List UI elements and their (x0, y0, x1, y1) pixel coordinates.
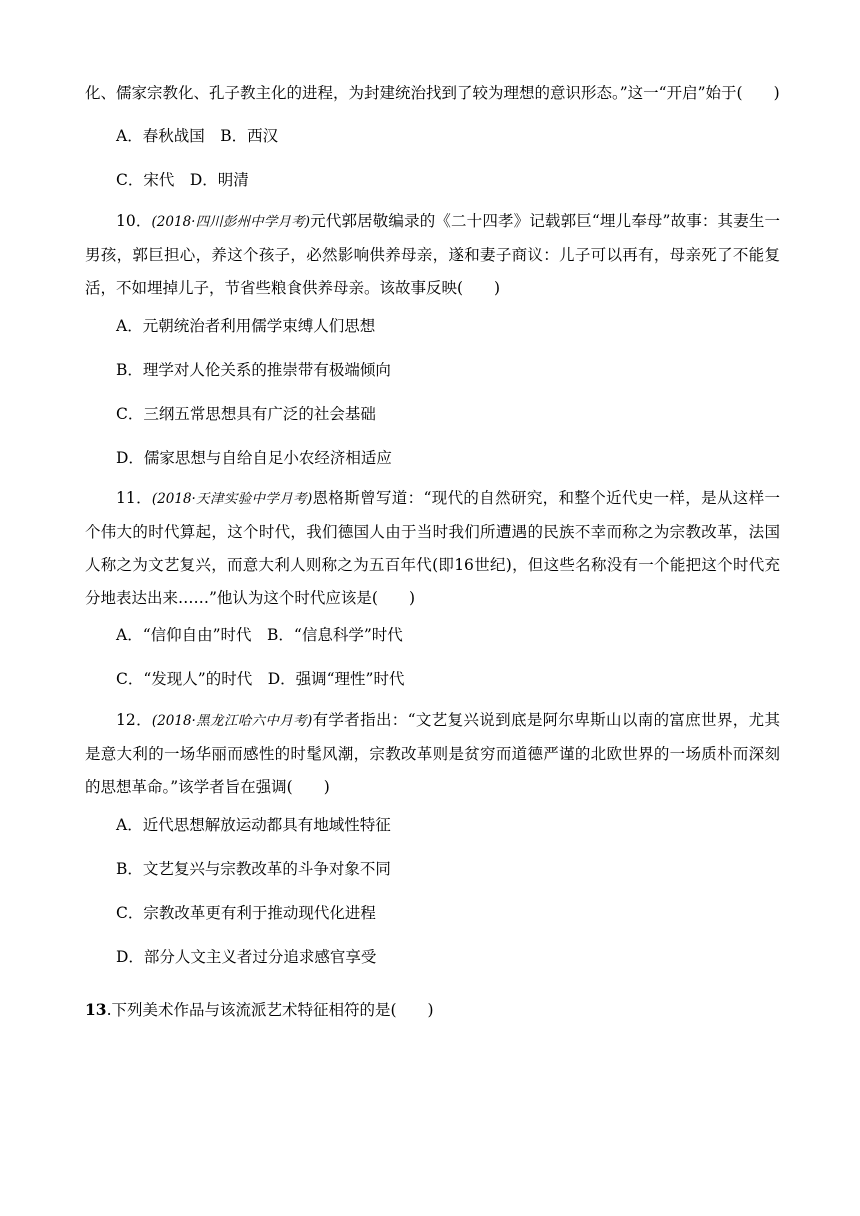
q13-stem-text: .下列美术作品与该流派艺术特征相符的是( ) (106, 1001, 434, 1019)
q12-option-d: D．部分人文主义者过分追求感官享受 (116, 948, 377, 966)
q12-number: 12． (116, 711, 152, 729)
q11-options-cd: C．“发现人”的时代 D．强调“理性”时代 (116, 670, 405, 688)
q12-source: (2018·黑龙江哈六中月考) (151, 713, 313, 729)
q12-stem-text: 有学者指出：“文艺复兴说到底是阿尔卑斯山以南的富庶世界，尤其是意大利的一场华丽而感性的时髦风潮，宗教改革则是贫穷而道德严谨的北欧世界的一场质朴而深刻的思想革命。”该学者旨在强调( ) (85, 711, 780, 796)
q11-number: 11． (116, 489, 152, 507)
q10-stem-text: 元代郭居敬编录的《二十四孝》记载郭巨“埋儿奉母”故事：其妻生一男孩，郭巨担心，养这个孩子，必然影响供养母亲，遂和妻子商议：儿子可以再有，母亲死了不能复活，不如埋掉儿子，节省些粮食供养母亲。该故事反映( ) (85, 212, 780, 297)
q10-source: (2018·四川彭州中学月考) (151, 214, 311, 230)
q10-stem (85, 205, 780, 305)
q11-options-ab: A．“信仰自由”时代 B．“信息科学”时代 (116, 626, 403, 644)
q9-options-cd: C．宋代 D．明清 (116, 171, 249, 189)
q10-option-d: D．儒家思想与自给自足小农经济相适应 (116, 449, 392, 467)
q10-option-b: B．理学对人伦关系的推崇带有极端倾向 (116, 361, 391, 379)
q12-stem (85, 704, 780, 804)
q10-number: 10． (116, 212, 152, 230)
q12-option-a: A．近代思想解放运动都具有地域性特征 (116, 816, 391, 834)
q11-stem-text: 恩格斯曾写道：“现代的自然研究，和整个近代史一样，是从这样一个伟大的时代算起，这个时代，我们德国人由于当时我们所遭遇的民族不幸而称之为宗教改革，法国人称之为文艺复兴，而意大利人则称之为五百年代(即16世纪)，但这些名称没有一个能把这个时代充分地表达出来……”他认为这个时代应该是( ) (85, 489, 780, 607)
q11-stem (85, 482, 780, 615)
q9-stem-tail: 化、儒家宗教化、孔子教主化的进程，为封建统治找到了较为理想的意识形态。”这一“开启”始于( ) (85, 84, 780, 102)
q10-option-c: C．三纲五常思想具有广泛的社会基础 (116, 405, 376, 423)
q10-option-a: A．元朝统治者利用儒学束缚人们思想 (116, 317, 376, 335)
q9-options-ab: A．春秋战国 B．西汉 (116, 127, 279, 145)
q13-stem (85, 993, 780, 1027)
q11-source: (2018·天津实验中学月考) (151, 491, 313, 507)
q12-option-c: C．宗教改革更有利于推动现代化进程 (116, 904, 376, 922)
q12-option-b: B．文艺复兴与宗教改革的斗争对象不同 (116, 860, 391, 878)
q13-number: 13 (85, 1000, 107, 1019)
